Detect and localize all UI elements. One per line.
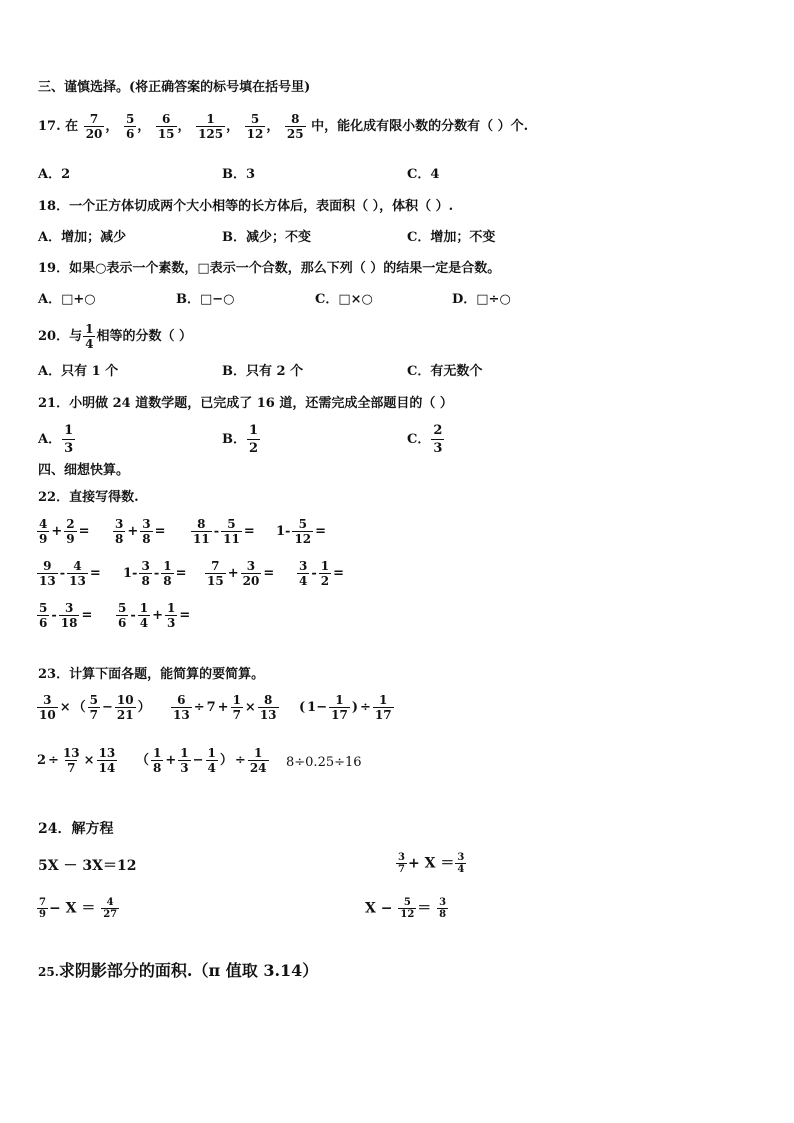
q19-option-b: B．□−○ [176, 292, 235, 307]
q23-expr-6: 8÷0.25÷16 [286, 755, 362, 770]
question-24-title: 24．解方程 [38, 821, 114, 837]
q19-option-a: A．□+○ [38, 292, 96, 307]
q24-equation-3: $\frac{7}{9}$ − X ＝ $\frac{4}{27}$ [39, 897, 118, 920]
q21-option-a: A． $\frac{1}{3}$ [38, 423, 74, 456]
q20-option-a: A．只有 1 个 [38, 364, 119, 379]
q23-expr-1: $\frac{3}{10}$ × （ $\frac{5}{7}$ − $\frac{10}{21}$ ） [39, 693, 151, 722]
q19-option-d: D．□÷○ [452, 292, 511, 307]
question-21: 21．小明做 24 道数学题，已完成了 16 道，还需完成全部题目的（ ） [38, 396, 453, 411]
q23-expr-5: （ $\frac{1}{8}$ + $\frac{1}{3}$ − $\frac{1}{4}$ ） ÷ $\frac{1}{24}$ [136, 746, 267, 775]
q22-expr-5: $\frac{9}{13}$ - $\frac{4}{13}$ = [39, 559, 101, 588]
q24-equation-2: $\frac{3}{7}$ + X ＝ $\frac{3}{4}$ [398, 852, 465, 875]
fraction: $\frac{1}{125}$ [198, 112, 224, 141]
fraction: $\frac{6}{15}$ [157, 112, 175, 141]
q24-equation-1: 5X － 3X＝12 [38, 858, 137, 874]
question-22-title: 22．直接写得数. [38, 490, 139, 505]
q17-option-a: A．2 [38, 167, 71, 182]
q23-expr-4: 2 ÷ $\frac{13}{7}$ × $\frac{13}{14}$ [37, 746, 116, 775]
q18-option-a: A．增加；减少 [38, 230, 127, 245]
fraction: $\frac{8}{25}$ [286, 112, 304, 141]
q21-option-c: C． $\frac{2}{3}$ [407, 423, 443, 456]
question-17: 17. 在 $\frac{7}{20}$ ， $\frac{5}{6}$ ， $\frac{6}{15}$ ， $\frac{1}{125}$ ， $\frac{5}{12}$ ， $\frac{8}{25}$ 中，能化成有限小数的分数有（ ）个. [38, 112, 529, 141]
q24-equation-4: X − $\frac{5}{12}$ ＝ $\frac{3}{8}$ [365, 897, 447, 920]
q18-option-c: C．增加；不变 [407, 230, 496, 245]
section3-title: 三、谨慎选择。(将正确答案的标号填在括号里) [38, 80, 311, 95]
q17-option-c: C．4 [407, 167, 440, 182]
q22-expr-1: $\frac{4}{9}$ + $\frac{2}{9}$ = [39, 517, 90, 546]
q20-option-b: B．只有 2 个 [222, 364, 304, 379]
q23-expr-2: $\frac{6}{13}$ ÷ 7 + $\frac{1}{7}$ × $\frac{8}{13}$ [173, 693, 277, 722]
section4-title: 四、细想快算。 [38, 463, 130, 478]
q21-option-b: B． $\frac{1}{2}$ [222, 423, 259, 456]
q22-expr-8: $\frac{3}{4}$ - $\frac{1}{2}$ = [299, 559, 345, 588]
question-23-title: 23．计算下面各题，能简算的要简算。 [38, 667, 265, 682]
question-19: 19．如果○表示一个素数，□表示一个合数，那么下列（ ）的结果一定是合数。 [38, 261, 501, 276]
q20-option-c: C．有无数个 [407, 364, 483, 379]
q23-expr-3: ( 1− $\frac{1}{17}$ ) ÷ $\frac{1}{17}$ [299, 693, 392, 722]
question-18: 18．一个正方体切成两个大小相等的长方体后，表面积（ ），体积（ ）. [38, 199, 454, 214]
question-20: 20．与 $\frac{1}{4}$ 相等的分数（ ） [38, 322, 192, 351]
q22-expr-2: $\frac{3}{8}$ + $\frac{3}{8}$ = [115, 517, 166, 546]
fraction: $\frac{5}{6}$ [125, 112, 135, 141]
fraction: $\frac{7}{20}$ [85, 112, 103, 141]
question-25: 25.求阴影部分的面积.（π 值取 3.14） [38, 961, 319, 980]
q22-expr-4: 1- $\frac{5}{12}$ = [276, 517, 327, 546]
q22-expr-10: $\frac{5}{6}$ - $\frac{1}{4}$ + $\frac{1}{3}$ = [118, 601, 191, 630]
q22-expr-7: $\frac{7}{15}$ + $\frac{3}{20}$ = [207, 559, 275, 588]
q22-expr-6: 1- $\frac{3}{8}$ - $\frac{1}{8}$ = [123, 559, 187, 588]
q18-option-b: B．减少；不变 [222, 230, 311, 245]
q22-expr-3: $\frac{8}{11}$ - $\frac{5}{11}$ = [193, 517, 255, 546]
q22-expr-9: $\frac{5}{6}$ - $\frac{3}{18}$ = [39, 601, 93, 630]
q19-option-c: C．□×○ [315, 292, 373, 307]
q17-option-b: B．3 [222, 167, 256, 182]
fraction: $\frac{5}{12}$ [246, 112, 264, 141]
